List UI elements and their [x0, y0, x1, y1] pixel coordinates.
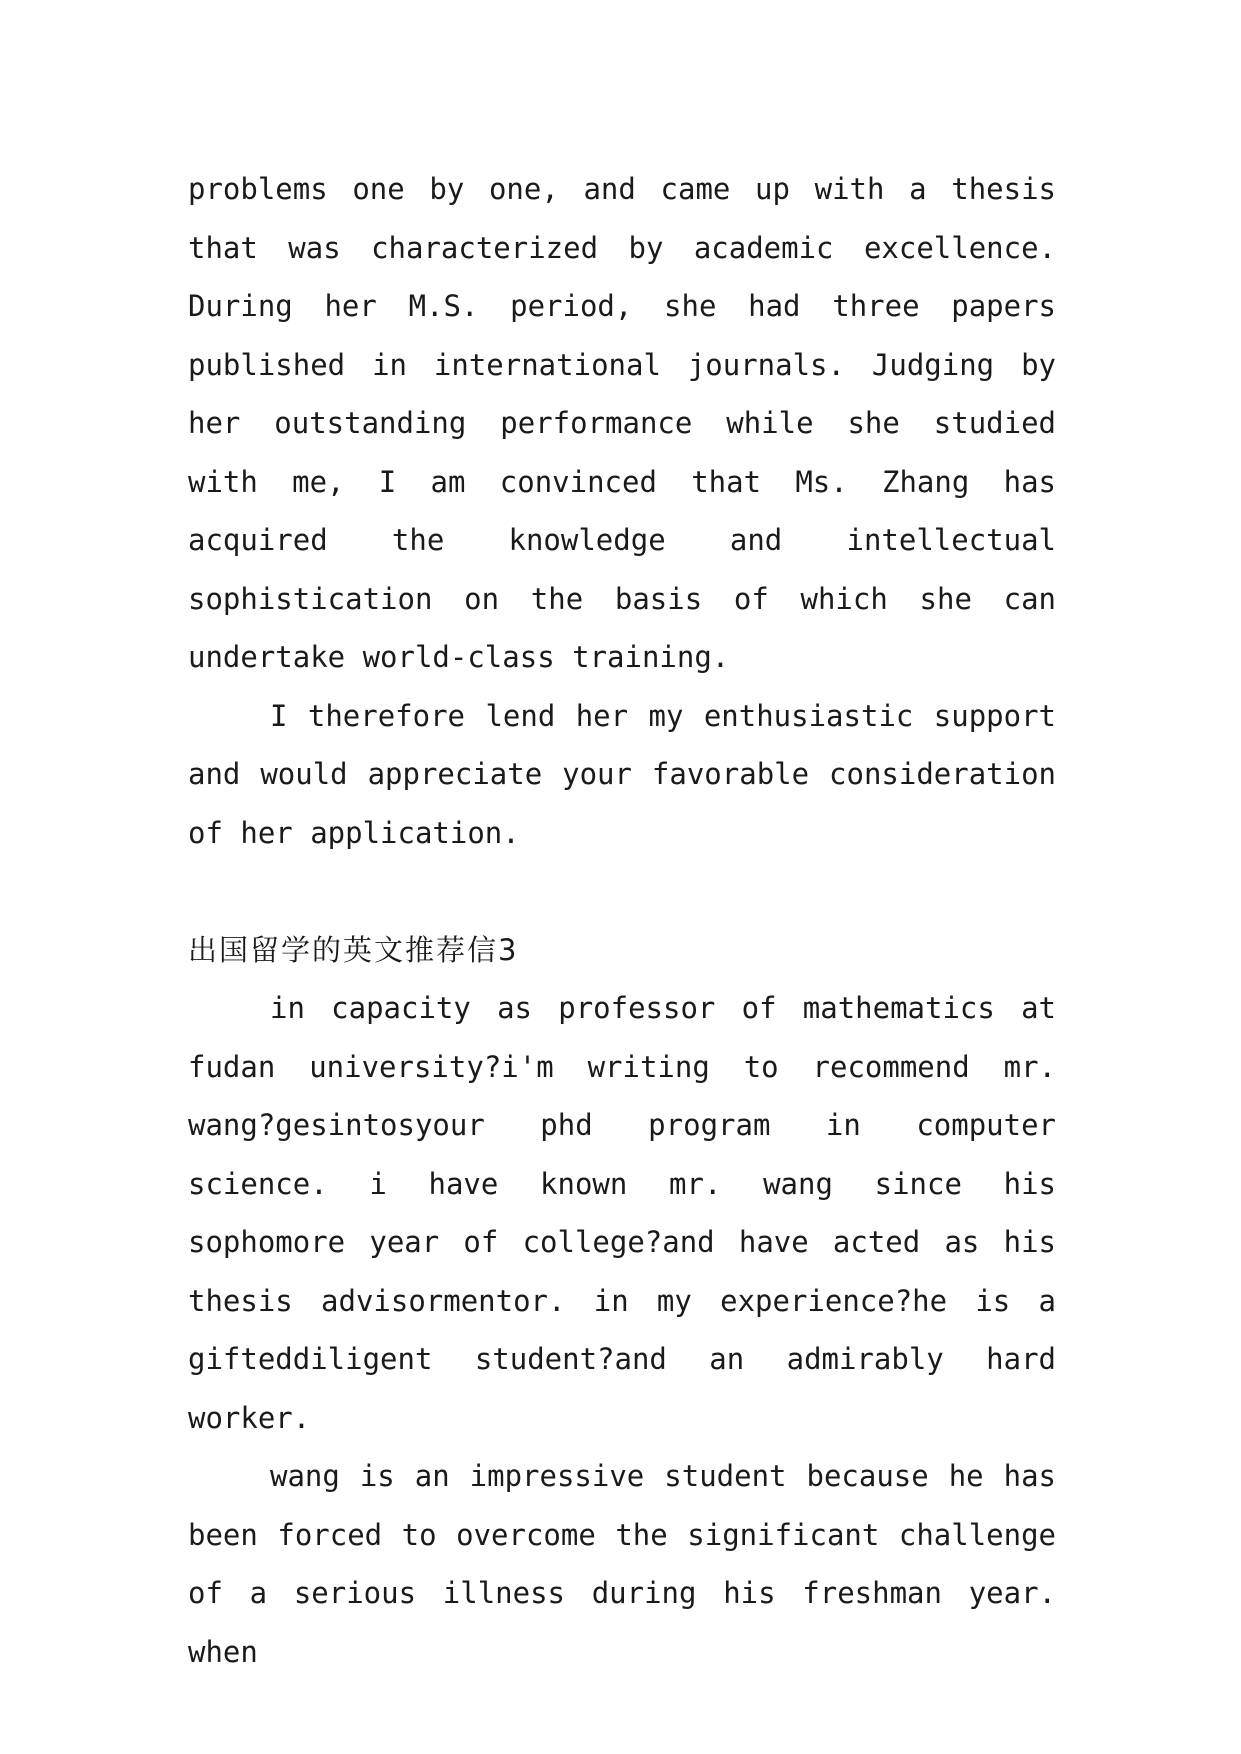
blank-line [188, 862, 1056, 921]
section-heading: 出国留学的英文推荐信3 [188, 932, 519, 967]
paragraph-introduction: in capacity as professor of mathematics at fudan university?i'm writing to recommend mr. wang?gesintosyour phd program in computer science. i have known mr. wang since his sophomore year of college?and have acted as his thesis advisormentor. in my experience?he is a gifteddiligent student?and an admirably hard worker. [188, 991, 1056, 1435]
paragraph-support-statement: I therefore lend her my enthusiastic support and would appreciate your favorable consideration of her application. [188, 698, 1056, 850]
paragraph-student-challenge: wang is an impressive student because he has been forced to overcome the significant challenge of a serious illness during his freshman year. when [188, 1459, 1056, 1669]
letter-body [188, 160, 1056, 1681]
paragraph-thesis-summary: problems one by one, and came up with a thesis that was characterized by academic excellence. During her M.S. period, she had three papers published in international journals. Judging by her outstanding performance while she studied with me, I am convinced that Ms. Zhang has acquired the knowledge and intellectual sophistication on the basis of which she can undertake world-class training. [188, 172, 1056, 674]
